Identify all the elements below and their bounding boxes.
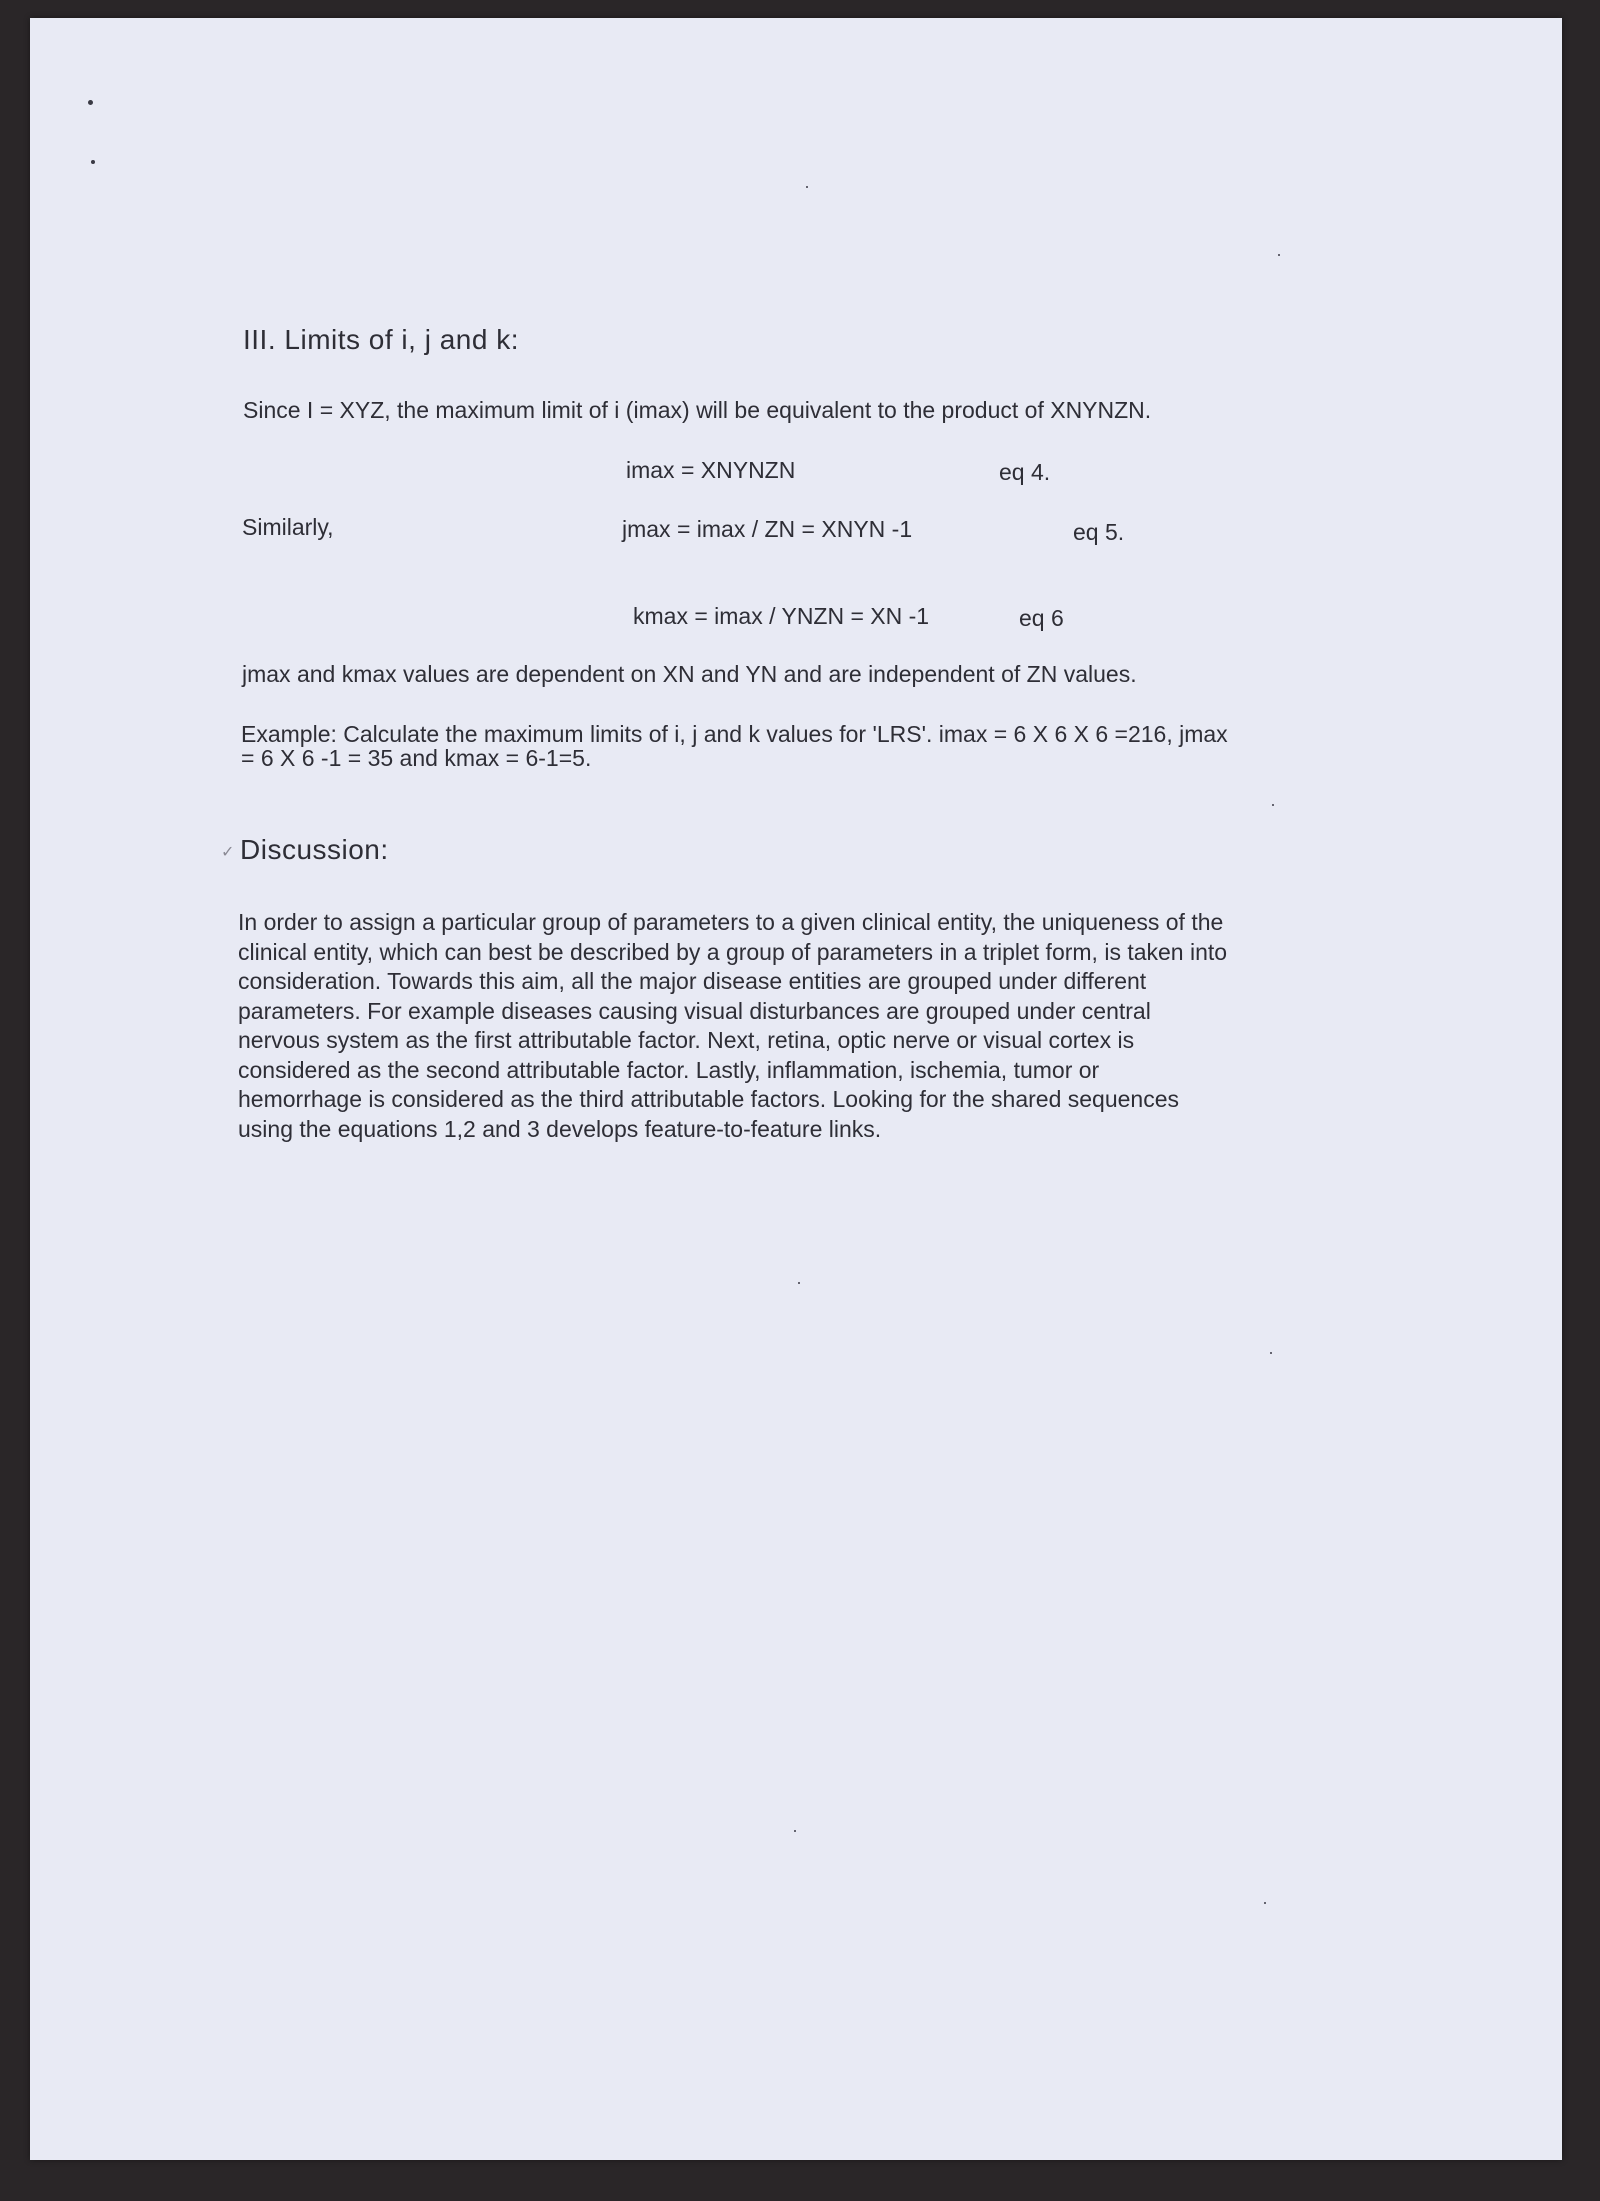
speck-mark bbox=[1264, 1902, 1266, 1904]
discussion-line: using the equations 1,2 and 3 develops feature-to-feature links. bbox=[238, 1115, 882, 1142]
check-mark-icon: ✓ bbox=[221, 844, 235, 861]
discussion-paragraph bbox=[238, 908, 1418, 1144]
discussion-line: In order to assign a particular group of parameters to a given clinical entity, the uniqueness of the bbox=[238, 909, 1224, 935]
speck-mark bbox=[798, 1282, 800, 1284]
section-heading-limits: III. Limits of i, j and k: bbox=[243, 324, 519, 355]
speck-mark bbox=[88, 100, 93, 105]
discussion-line: hemorrhage is considered as the third attributable factors. Looking for the shared sequences bbox=[238, 1086, 1180, 1112]
speck-mark bbox=[1278, 254, 1280, 256]
equation-4-formula: imax = XNYNZN bbox=[626, 457, 796, 483]
speck-mark bbox=[794, 1830, 796, 1832]
equation-5-label: eq 5. bbox=[1073, 519, 1125, 545]
equation-6-formula: kmax = imax / YNZN = XN -1 bbox=[633, 603, 930, 629]
equation-5-formula: jmax = imax / ZN = XNYN -1 bbox=[622, 516, 913, 542]
discussion-line: considered as the second attributable factor. Lastly, inflammation, ischemia, tumor or bbox=[238, 1056, 1100, 1083]
section-heading-discussion: Discussion: bbox=[240, 834, 389, 865]
equation-4-label: eq 4. bbox=[999, 459, 1051, 485]
discussion-line: nervous system as the first attributable factor. Next, retina, optic nerve or visual cortex is bbox=[238, 1027, 1135, 1053]
speck-mark bbox=[91, 160, 95, 164]
discussion-line: clinical entity, which can best be described by a group of parameters in a triplet form, is taken into bbox=[238, 938, 1228, 965]
discussion-line: consideration. Towards this aim, all the major disease entities are grouped under different bbox=[238, 968, 1147, 994]
speck-mark bbox=[806, 186, 808, 188]
speck-mark bbox=[1272, 804, 1274, 806]
intro-paragraph: Since I = XYZ, the maximum limit of i (imax) will be equivalent to the product of XNYNZN. bbox=[243, 397, 1152, 423]
equation-6-label: eq 6 bbox=[1019, 605, 1064, 631]
dependence-statement: jmax and kmax values are dependent on XN and YN and are independent of ZN values. bbox=[242, 661, 1137, 687]
example-line: = 6 X 6 -1 = 35 and kmax = 6-1=5. bbox=[241, 744, 592, 771]
speck-mark bbox=[1270, 1352, 1272, 1354]
example-paragraph bbox=[241, 720, 1421, 773]
example-line: Example: Calculate the maximum limits of i, j and k values for 'LRS'. imax = 6 X 6 X 6 =216, jmax bbox=[241, 721, 1228, 747]
similarly-text: Similarly, bbox=[242, 514, 334, 540]
discussion-line: parameters. For example diseases causing visual disturbances are grouped under central bbox=[238, 997, 1151, 1024]
